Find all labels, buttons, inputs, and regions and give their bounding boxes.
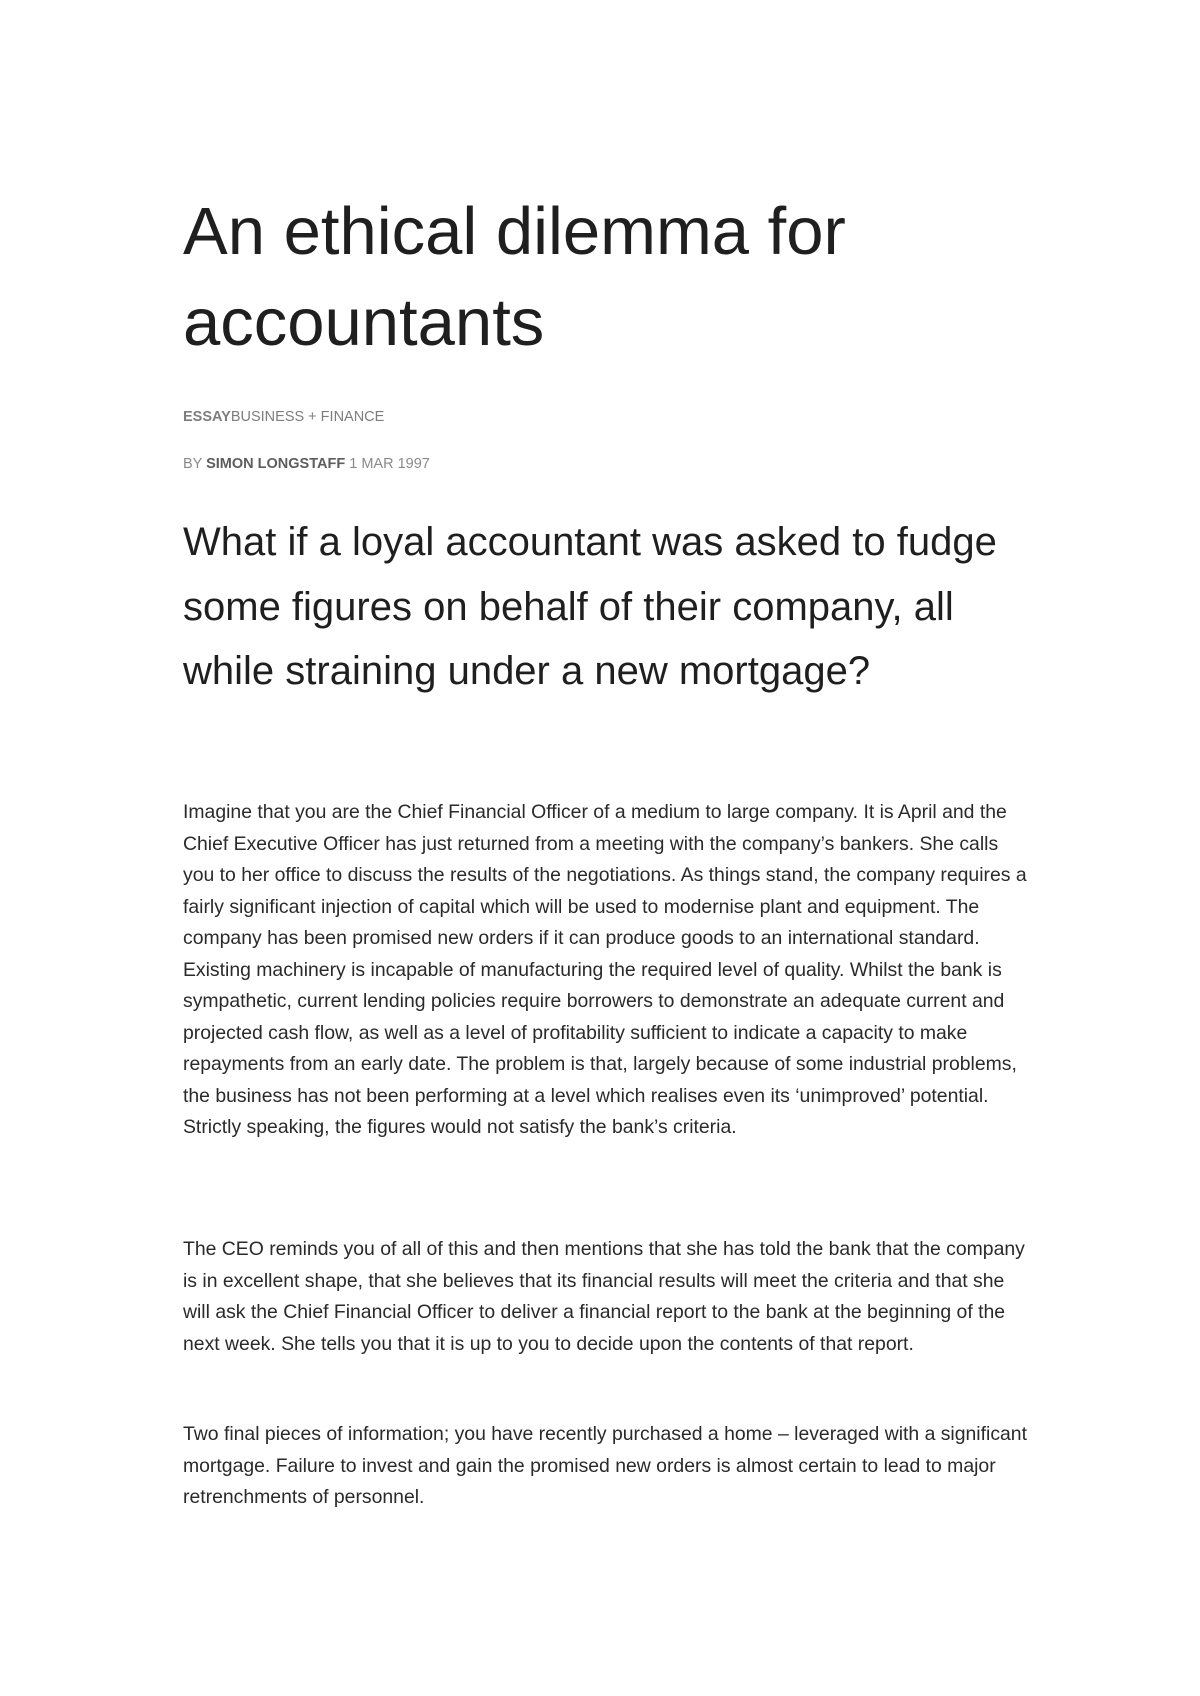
article-title: An ethical dilemma for accountants	[183, 194, 846, 360]
body-paragraph: The CEO reminds you of all of this and then mentions that she has told the bank that the company is in excellent shape, that she believes that its financial results will meet the criteria and that she will ask the Chief Financial Officer to deliver a financial report to the bank at the beginning of the next week. She tells you that it is up to you to decide upon the contents of that report.	[183, 1238, 1025, 1355]
body-paragraph: Imagine that you are the Chief Financial Officer of a medium to large company. It is April and the Chief Executive Officer has just returned from a meeting with the company’s bankers. She calls you to her office to discuss the results of the negotiations. As things stand, the company requires a fairly significant injection of capital which will be used to modernise plant and equipment. The company has been promised new orders if it can produce goods to an international standard. Existing machinery is incapable of manufacturing the required level of quality. Whilst the bank is sympathetic, current lending policies require borrowers to demonstrate an adequate current and projected cash flow, as well as a level of profitability sufficient to indicate a capacity to make repayments from an early date. The problem is that, largely because of some industrial problems, the business has not been performing at a level which realises even its ‘unimproved’ potential. Strictly speaking, the figures would not satisfy the bank’s criteria.	[183, 801, 1027, 1138]
article-byline	[183, 455, 430, 473]
author-link[interactable]: SIMON LONGSTAFF	[206, 456, 346, 472]
body-paragraph: Two final pieces of information; you have recently purchased a home – leveraged with a significant mortgage. Failure to invest and gain the promised new orders is almost certain to lead to major retrenchments of personnel.	[183, 1423, 1027, 1508]
category-topic-link[interactable]: BUSINESS + FINANCE	[230, 409, 385, 425]
article-subtitle: What if a loyal accountant was asked to fudge some figures on behalf of their company, all while straining under a new mortgage?	[183, 520, 997, 693]
category-type-link[interactable]: ESSAY	[183, 409, 231, 425]
byline-prefix: BY	[183, 456, 207, 472]
article-category	[183, 408, 384, 426]
publish-date: 1 MAR 1997	[345, 456, 430, 472]
